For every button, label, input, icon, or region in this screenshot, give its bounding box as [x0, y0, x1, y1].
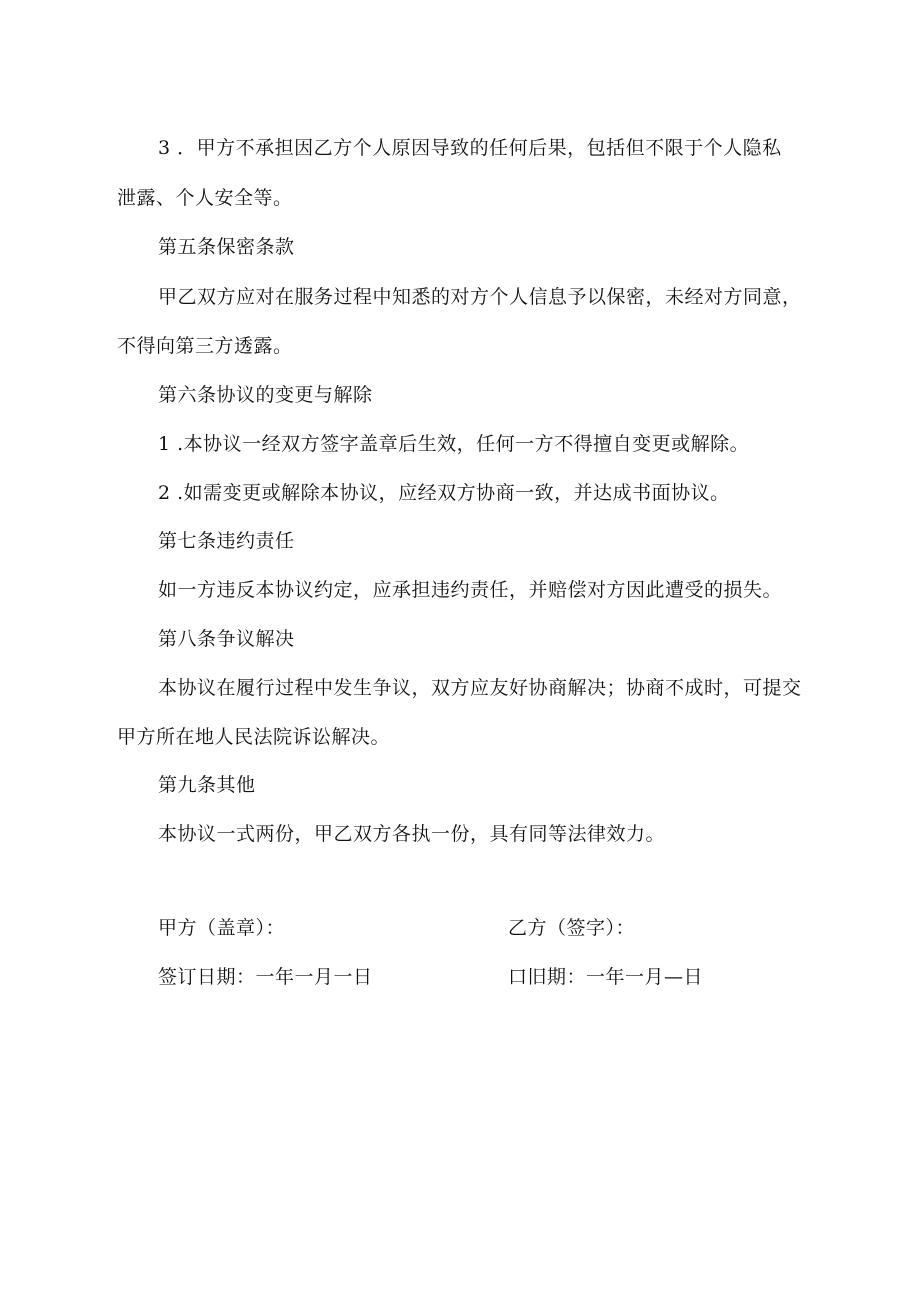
clause9-heading: 第九条其他 [158, 774, 256, 796]
clause8-heading: 第八条争议解决 [158, 628, 295, 650]
clause6-item2: 2 .如需变更或解除本协议，应经双方协商一致，并达成书面协议。 [158, 482, 730, 504]
clause7-heading: 第七条违约责任 [158, 530, 295, 552]
clause7-body: 如一方违反本协议约定，应承担违约责任，并赔偿对方因此遭受的损失。 [158, 579, 783, 601]
party-a-sign-date: 签订日期：一年一月一日 [158, 966, 373, 988]
clause6-item1: 1 .本协议一经双方签字盖章后生效，任何一方不得擅自变更或解除。 [158, 433, 750, 455]
clause4-item3-line1: 3 ．甲方不承担因乙方个人原因导致的任何后果，包括但不限于个人隐私 [158, 137, 782, 159]
clause8-body-line1: 本协议在履行过程中发生争议，双方应友好协商解决；协商不成时，可提交 [158, 677, 802, 699]
clause5-body-line1: 甲乙双方应对在服务过程中知悉的对方个人信息予以保密，未经对方同意， [158, 286, 802, 308]
party-b-sign-date: 口旧期：一年一月—日 [508, 966, 704, 988]
clause9-body: 本协议一式两份，甲乙双方各执一份，具有同等法律效力。 [158, 823, 666, 845]
clause8-body-line2: 甲方所在地人民法院诉讼解决。 [117, 726, 391, 748]
clause4-item3-line2: 泄露、个人安全等。 [117, 187, 293, 209]
party-b-signature-label: 乙方（签字）： [508, 917, 636, 939]
clause6-heading: 第六条协议的变更与解除 [158, 384, 373, 406]
clause5-body-line2: 不得向第三方透露。 [117, 335, 293, 357]
party-a-seal-label: 甲方（盖章）： [158, 917, 286, 939]
clause5-heading: 第五条保密条款 [158, 236, 295, 258]
